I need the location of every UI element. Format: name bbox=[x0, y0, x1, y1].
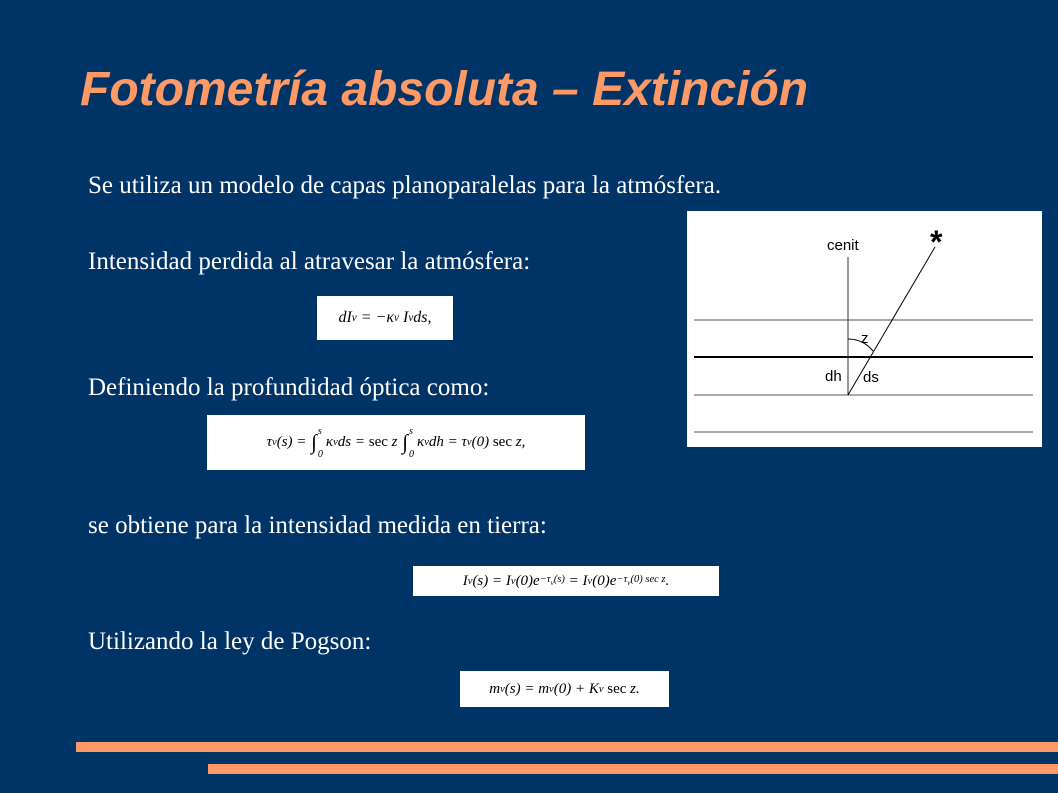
paragraph-model: Se utiliza un modelo de capas planoparalelas para la atmósfera. bbox=[88, 172, 722, 199]
star-icon: * bbox=[930, 224, 943, 260]
paragraph-optical-depth: Definiendo la profundidad óptica como: bbox=[88, 374, 490, 401]
decorative-bar-top bbox=[76, 742, 1058, 752]
equation-intensity-loss: dI ν = −κ ν I ν ds, bbox=[317, 296, 453, 340]
paragraph-ground-intensity: se obtiene para la intensidad medida en tierra: bbox=[88, 512, 547, 539]
light-path-line bbox=[848, 247, 935, 395]
atmosphere-diagram bbox=[687, 211, 1042, 447]
equation-optical-depth: τ ν (s) = ∫ s 0 κ ν ds = sec z ∫ s 0 κ ν dh = τ ν (0) sec z, bbox=[207, 415, 585, 470]
slide-title: Fotometría absoluta – Extinción bbox=[80, 63, 809, 116]
label-cenit: cenit bbox=[827, 237, 859, 254]
label-z: z bbox=[861, 330, 869, 347]
equation-pogson: m ν (s) = m ν (0) + K ν sec z. bbox=[460, 671, 669, 707]
label-dh: dh bbox=[825, 368, 842, 385]
label-ds: ds bbox=[863, 369, 879, 386]
decorative-bar-bottom bbox=[208, 764, 1058, 774]
equation-ground-intensity: I ν (s) = I ν (0)e $-\tau_\nu(s)$ = I ν (0)e $-\tau_\nu(0)$ sec z . bbox=[413, 566, 719, 596]
diagram-svg bbox=[687, 211, 1042, 447]
paragraph-intensity-lost: Intensidad perdida al atravesar la atmósfera: bbox=[88, 248, 531, 275]
paragraph-pogson: Utilizando la ley de Pogson: bbox=[88, 628, 372, 655]
